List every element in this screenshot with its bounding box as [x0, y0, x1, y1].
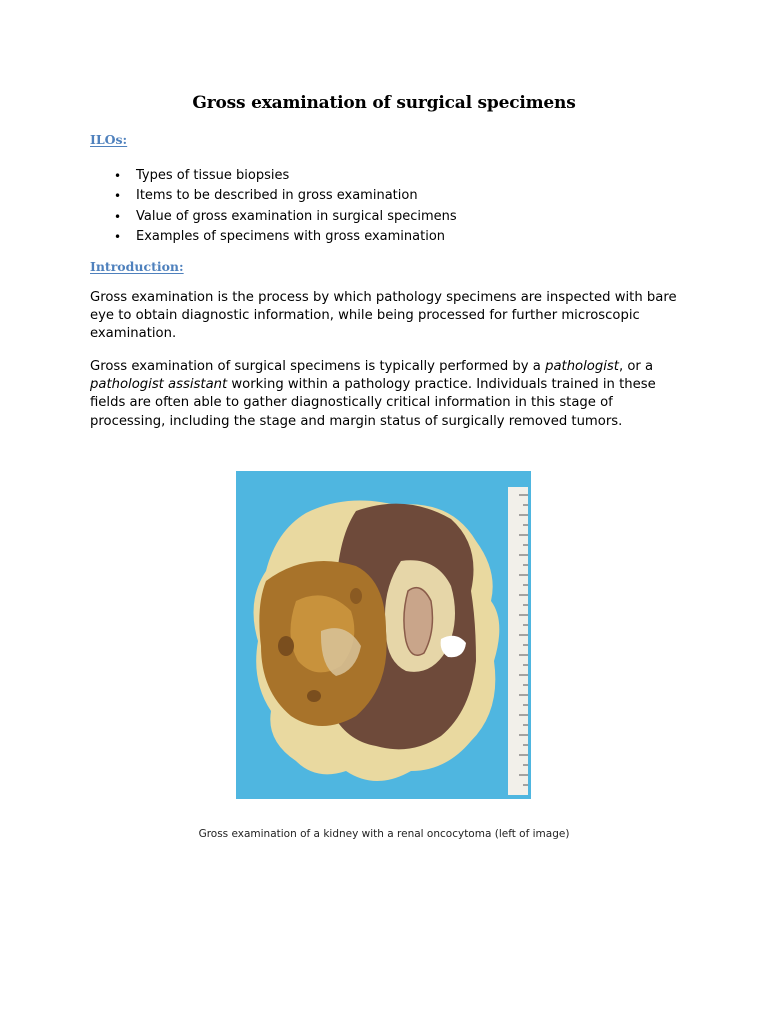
intro-paragraph-2: [90, 358, 690, 431]
ilo-text: Value of gross examination in surgical specimens: [136, 208, 457, 224]
list-item: [110, 186, 457, 206]
ilo-text: Types of tissue biopsies: [136, 168, 290, 183]
emphasis-pathologist-assistant: pathologist assistant: [90, 377, 228, 393]
list-item: [110, 227, 457, 247]
list-item: [110, 166, 457, 186]
bullet-icon: •: [114, 169, 122, 183]
ilos-heading: ILOs:: [90, 132, 128, 147]
ilo-text: Items to be described in gross examination: [136, 188, 418, 204]
paragraph-text: , or a: [618, 359, 654, 374]
bullet-icon: •: [114, 189, 122, 204]
introduction-heading: Introduction:: [90, 259, 184, 274]
intro-paragraph-1: Gross examination is the process by which pathology specimens are inspected with bare eye to obtain diagnostic information, while being processed for further microscopic examination.: [90, 290, 677, 342]
paragraph-text: working within a pathology practice. Individuals trained in these fields are often able to gather diagnostically critical information in this stage of processing, including the stage and margin status of surgically removed tumors.: [90, 377, 656, 429]
bullet-icon: •: [114, 230, 122, 245]
page-title: Gross examination of surgical specimens: [192, 93, 576, 113]
ilo-text: Examples of specimens with gross examination: [136, 229, 446, 245]
ruler-icon: [508, 487, 528, 795]
paragraph-text: Gross examination of surgical specimens is typically performed by a: [90, 359, 546, 374]
emphasis-pathologist: pathologist: [545, 359, 619, 374]
bullet-icon: •: [114, 209, 122, 224]
list-item: [110, 207, 457, 227]
figure-caption: Gross examination of a kidney with a renal oncocytoma (left of image): [198, 828, 570, 840]
kidney-specimen-photo: [236, 471, 531, 799]
kidney-specimen-illustration: [236, 471, 531, 799]
ilos-list: [110, 166, 457, 248]
